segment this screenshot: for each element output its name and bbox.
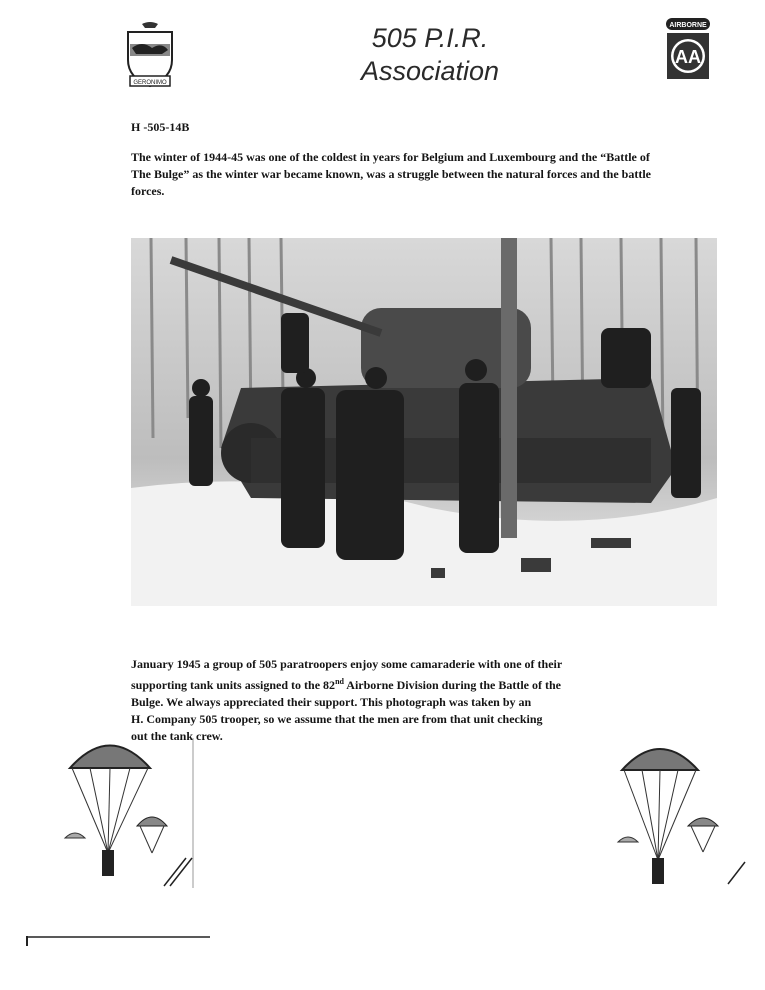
svg-text:GERONIMO: GERONIMO (133, 80, 167, 86)
photo-drawing (131, 238, 717, 606)
header-title (330, 22, 530, 88)
title-line-2: Association (360, 56, 500, 86)
caption-line-1: January 1945 a group of 505 paratroopers enjoy some camaraderie with one of their (131, 657, 563, 671)
caption-line-5: out the tank crew. (131, 729, 223, 743)
photo-caption (131, 656, 676, 745)
82nd-airborne-patch-icon (664, 16, 712, 82)
bottom-rule (25, 934, 215, 946)
parachutes-left-icon (60, 728, 200, 893)
winter-tank-photo (131, 238, 717, 606)
title-line-1: 505 P.I.R. (371, 23, 489, 53)
caption-line-4: H. Company 505 trooper, so we assume that the men are from that unit checking (131, 712, 543, 726)
document-reference: H -505-14B (131, 120, 190, 134)
caption-line-2: supporting tank units assigned to the 82nd Airborne Division during the Battle of the (131, 677, 561, 692)
caption-line-3: Bulge. We always appreciated their support. This photograph was taken by an (131, 695, 532, 709)
svg-text:AA: AA (675, 47, 701, 67)
505-pir-crest-icon (122, 20, 178, 92)
svg-text:AIRBORNE: AIRBORNE (669, 22, 707, 29)
intro-paragraph: The winter of 1944-45 was one of the coldest in years for Belgium and Luxembourg and the “Battle of The Bulge” as the winter war became known, was a struggle between the natural forces and the battle forces. (131, 150, 651, 198)
parachutes-right-icon (610, 732, 750, 892)
